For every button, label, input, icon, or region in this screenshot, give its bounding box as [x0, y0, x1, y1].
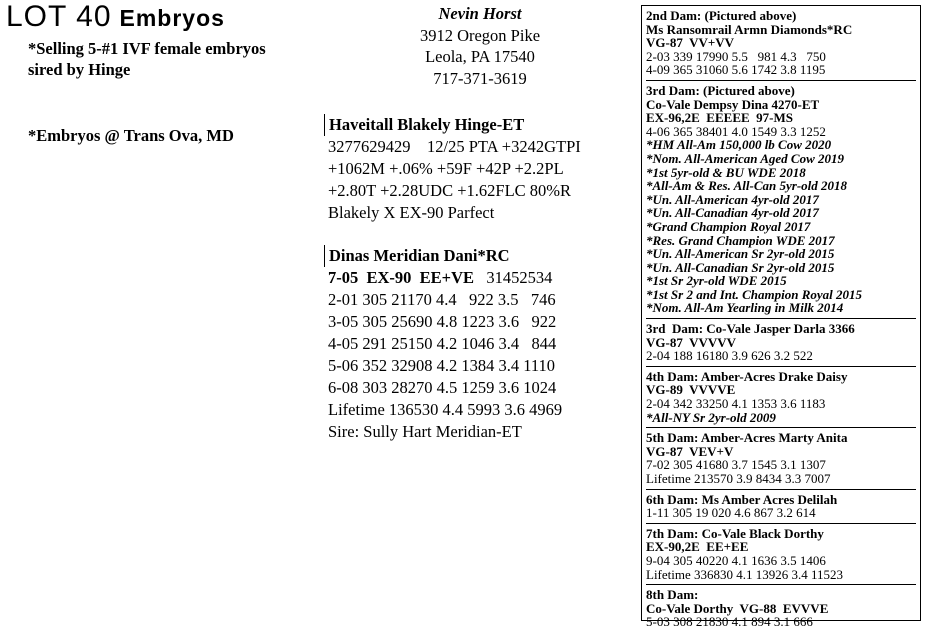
seventh-dam-lifetime: Lifetime 336830 4.1 13926 3.4 11523 — [646, 566, 844, 582]
lot-title — [6, 0, 225, 34]
award-line: *Grand Champion Royal 2017 — [646, 218, 811, 234]
award-line: *Un. All-American 4yr-old 2017 — [646, 191, 819, 207]
sire-line: +2.80T +2.28UDC +1.62FLC 80%R — [328, 181, 572, 200]
sire-name: Haveitall Blakely Hinge-ET — [324, 114, 628, 136]
third-dam-a-name: Co-Vale Dempsy Dina 4270-ET — [646, 96, 820, 112]
lot-number: LOT 40 — [6, 0, 112, 33]
award-line: *All-NY Sr 2yr-old 2009 — [646, 409, 776, 425]
fourth-dam-record: 2-04 342 33250 4.1 1353 3.6 1183 — [646, 396, 826, 412]
selling-line: *Selling 5-#1 IVF female embryos — [28, 39, 266, 58]
sixth-dam-heading: 6th Dam: Ms Amber Acres Delilah — [646, 491, 838, 507]
second-dam-record: 4-09 365 31060 5.6 1742 3.8 1195 — [646, 62, 826, 78]
selling-note — [28, 38, 266, 80]
second-dam-cls: VG-87 VV+VV — [646, 35, 735, 51]
dam-record: 4-05 291 25150 4.2 1046 3.4 844 — [328, 334, 557, 353]
award-line: *Un. All-Canadian 4yr-old 2017 — [646, 205, 819, 221]
second-dam-record: 2-03 339 17990 5.5 981 4.3 750 — [646, 48, 826, 64]
third-dam-a-cls: EX-96,2E EEEEE 97-MS — [646, 110, 793, 126]
third-dam-a-heading: 3rd Dam: (Pictured above) — [646, 82, 795, 98]
fifth-dam-heading: 5th Dam: Amber-Acres Marty Anita — [646, 430, 848, 446]
award-line: *1st 5yr-old & BU WDE 2018 — [646, 164, 806, 180]
seventh-dam-record: 9-04 305 40220 4.1 1636 3.5 1406 — [646, 552, 826, 568]
fifth-dam-record: 7-02 305 41680 3.7 1545 3.1 1307 — [646, 457, 826, 473]
embryos-location: *Embryos @ Trans Ova, MD — [28, 126, 234, 145]
third-dam-b-cls: VG-87 VVVVV — [646, 334, 737, 350]
second-dam-section — [646, 9, 916, 81]
dam-registration: 31452534 — [486, 268, 553, 287]
fifth-dam-cls: VG-87 VEV+V — [646, 443, 734, 459]
dam-sire: Sire: Sully Hart Meridian-ET — [328, 422, 522, 441]
contact-name: Nevin Horst — [438, 4, 522, 23]
contact-address: 3912 Oregon Pike — [419, 25, 541, 45]
award-line: *Un. All-Canadian Sr 2yr-old 2015 — [646, 259, 835, 275]
fifth-dam-lifetime: Lifetime 213570 3.9 8434 3.3 7007 — [646, 471, 831, 486]
award-line: *1st Sr 2yr-old WDE 2015 — [646, 273, 787, 289]
second-dam-heading: 2nd Dam: (Pictured above) — [646, 8, 797, 23]
sixth-dam-record: 1-11 305 19 020 4.6 867 3.2 614 — [646, 505, 816, 521]
award-line: *Nom. All-Am Yearling in Milk 2014 — [646, 300, 844, 316]
fifth-dam-section — [646, 431, 916, 489]
dam-classification: 7-05 EX-90 EE+VE — [328, 268, 474, 287]
award-line: *Res. Grand Champion WDE 2017 — [646, 232, 835, 248]
pedigree-box — [641, 5, 921, 630]
seventh-dam-section — [646, 527, 916, 585]
sire-block — [328, 114, 628, 224]
third-dam-b-heading: 3rd Dam: Co-Vale Jasper Darla 3366 — [646, 321, 855, 337]
sixth-dam-section — [646, 493, 916, 524]
eighth-dam-record: 5-03 308 21830 4.1 894 3.1 666 — [646, 614, 813, 630]
sire-line: Blakely X EX-90 Parfect — [328, 203, 495, 222]
contact-phone: 717-371-3619 — [433, 68, 527, 88]
eighth-dam-section — [646, 588, 916, 632]
fourth-dam-section — [646, 370, 916, 428]
fourth-dam-heading: 4th Dam: Amber-Acres Drake Daisy — [646, 368, 848, 384]
award-line: *Nom. All-American Aged Cow 2019 — [646, 150, 845, 166]
eighth-dam-name-cls: Co-Vale Dorthy VG-88 EVVVE — [646, 600, 829, 616]
fourth-dam-cls: VG-89 VVVVE — [646, 382, 736, 398]
dam-name: Dinas Meridian Dani*RC — [324, 245, 628, 267]
award-line: *HM All-Am 150,000 lb Cow 2020 — [646, 137, 832, 153]
dam-record: 5-06 352 32908 4.2 1384 3.4 1110 — [328, 356, 556, 375]
third-dam-b-section — [646, 322, 916, 367]
dam-classification-line — [328, 267, 628, 289]
lot-word: Embryos — [119, 5, 225, 31]
dam-record: 6-08 303 28270 4.5 1259 3.6 1024 — [328, 378, 557, 397]
third-dam-b-record: 2-04 188 16180 3.9 626 3.2 522 — [646, 348, 813, 364]
award-line: *1st Sr 2 and Int. Champion Royal 2015 — [646, 286, 862, 302]
third-dam-a-record: 4-06 365 38401 4.0 1549 3.3 1252 — [646, 123, 826, 139]
award-line: *All-Am & Res. All-Can 5yr-old 2018 — [646, 178, 848, 194]
sire-line: +1062M +.06% +59F +42P +2.2PL — [328, 159, 564, 178]
dam-lifetime: Lifetime 136530 4.4 5993 3.6 4969 — [328, 400, 563, 419]
contact-block — [380, 3, 580, 89]
sire-line: 3277629429 12/25 PTA +3242GTPI — [328, 137, 581, 156]
dam-record: 3-05 305 25690 4.8 1223 3.6 922 — [328, 312, 557, 331]
award-line: *Un. All-American Sr 2yr-old 2015 — [646, 246, 835, 262]
eighth-dam-heading: 8th Dam: — [646, 587, 699, 603]
seventh-dam-cls: EX-90,2E EE+EE — [646, 539, 749, 555]
second-dam-name: Ms Ransomrail Armn Diamonds*RC — [646, 21, 853, 37]
selling-line: sired by Hinge — [28, 60, 131, 79]
seventh-dam-heading: 7th Dam: Co-Vale Black Dorthy — [646, 525, 824, 541]
dam-block — [328, 245, 628, 443]
contact-city: Leola, PA 17540 — [425, 47, 535, 66]
third-dam-a-section — [646, 84, 916, 319]
dam-record: 2-01 305 21170 4.4 922 3.5 746 — [328, 290, 556, 309]
